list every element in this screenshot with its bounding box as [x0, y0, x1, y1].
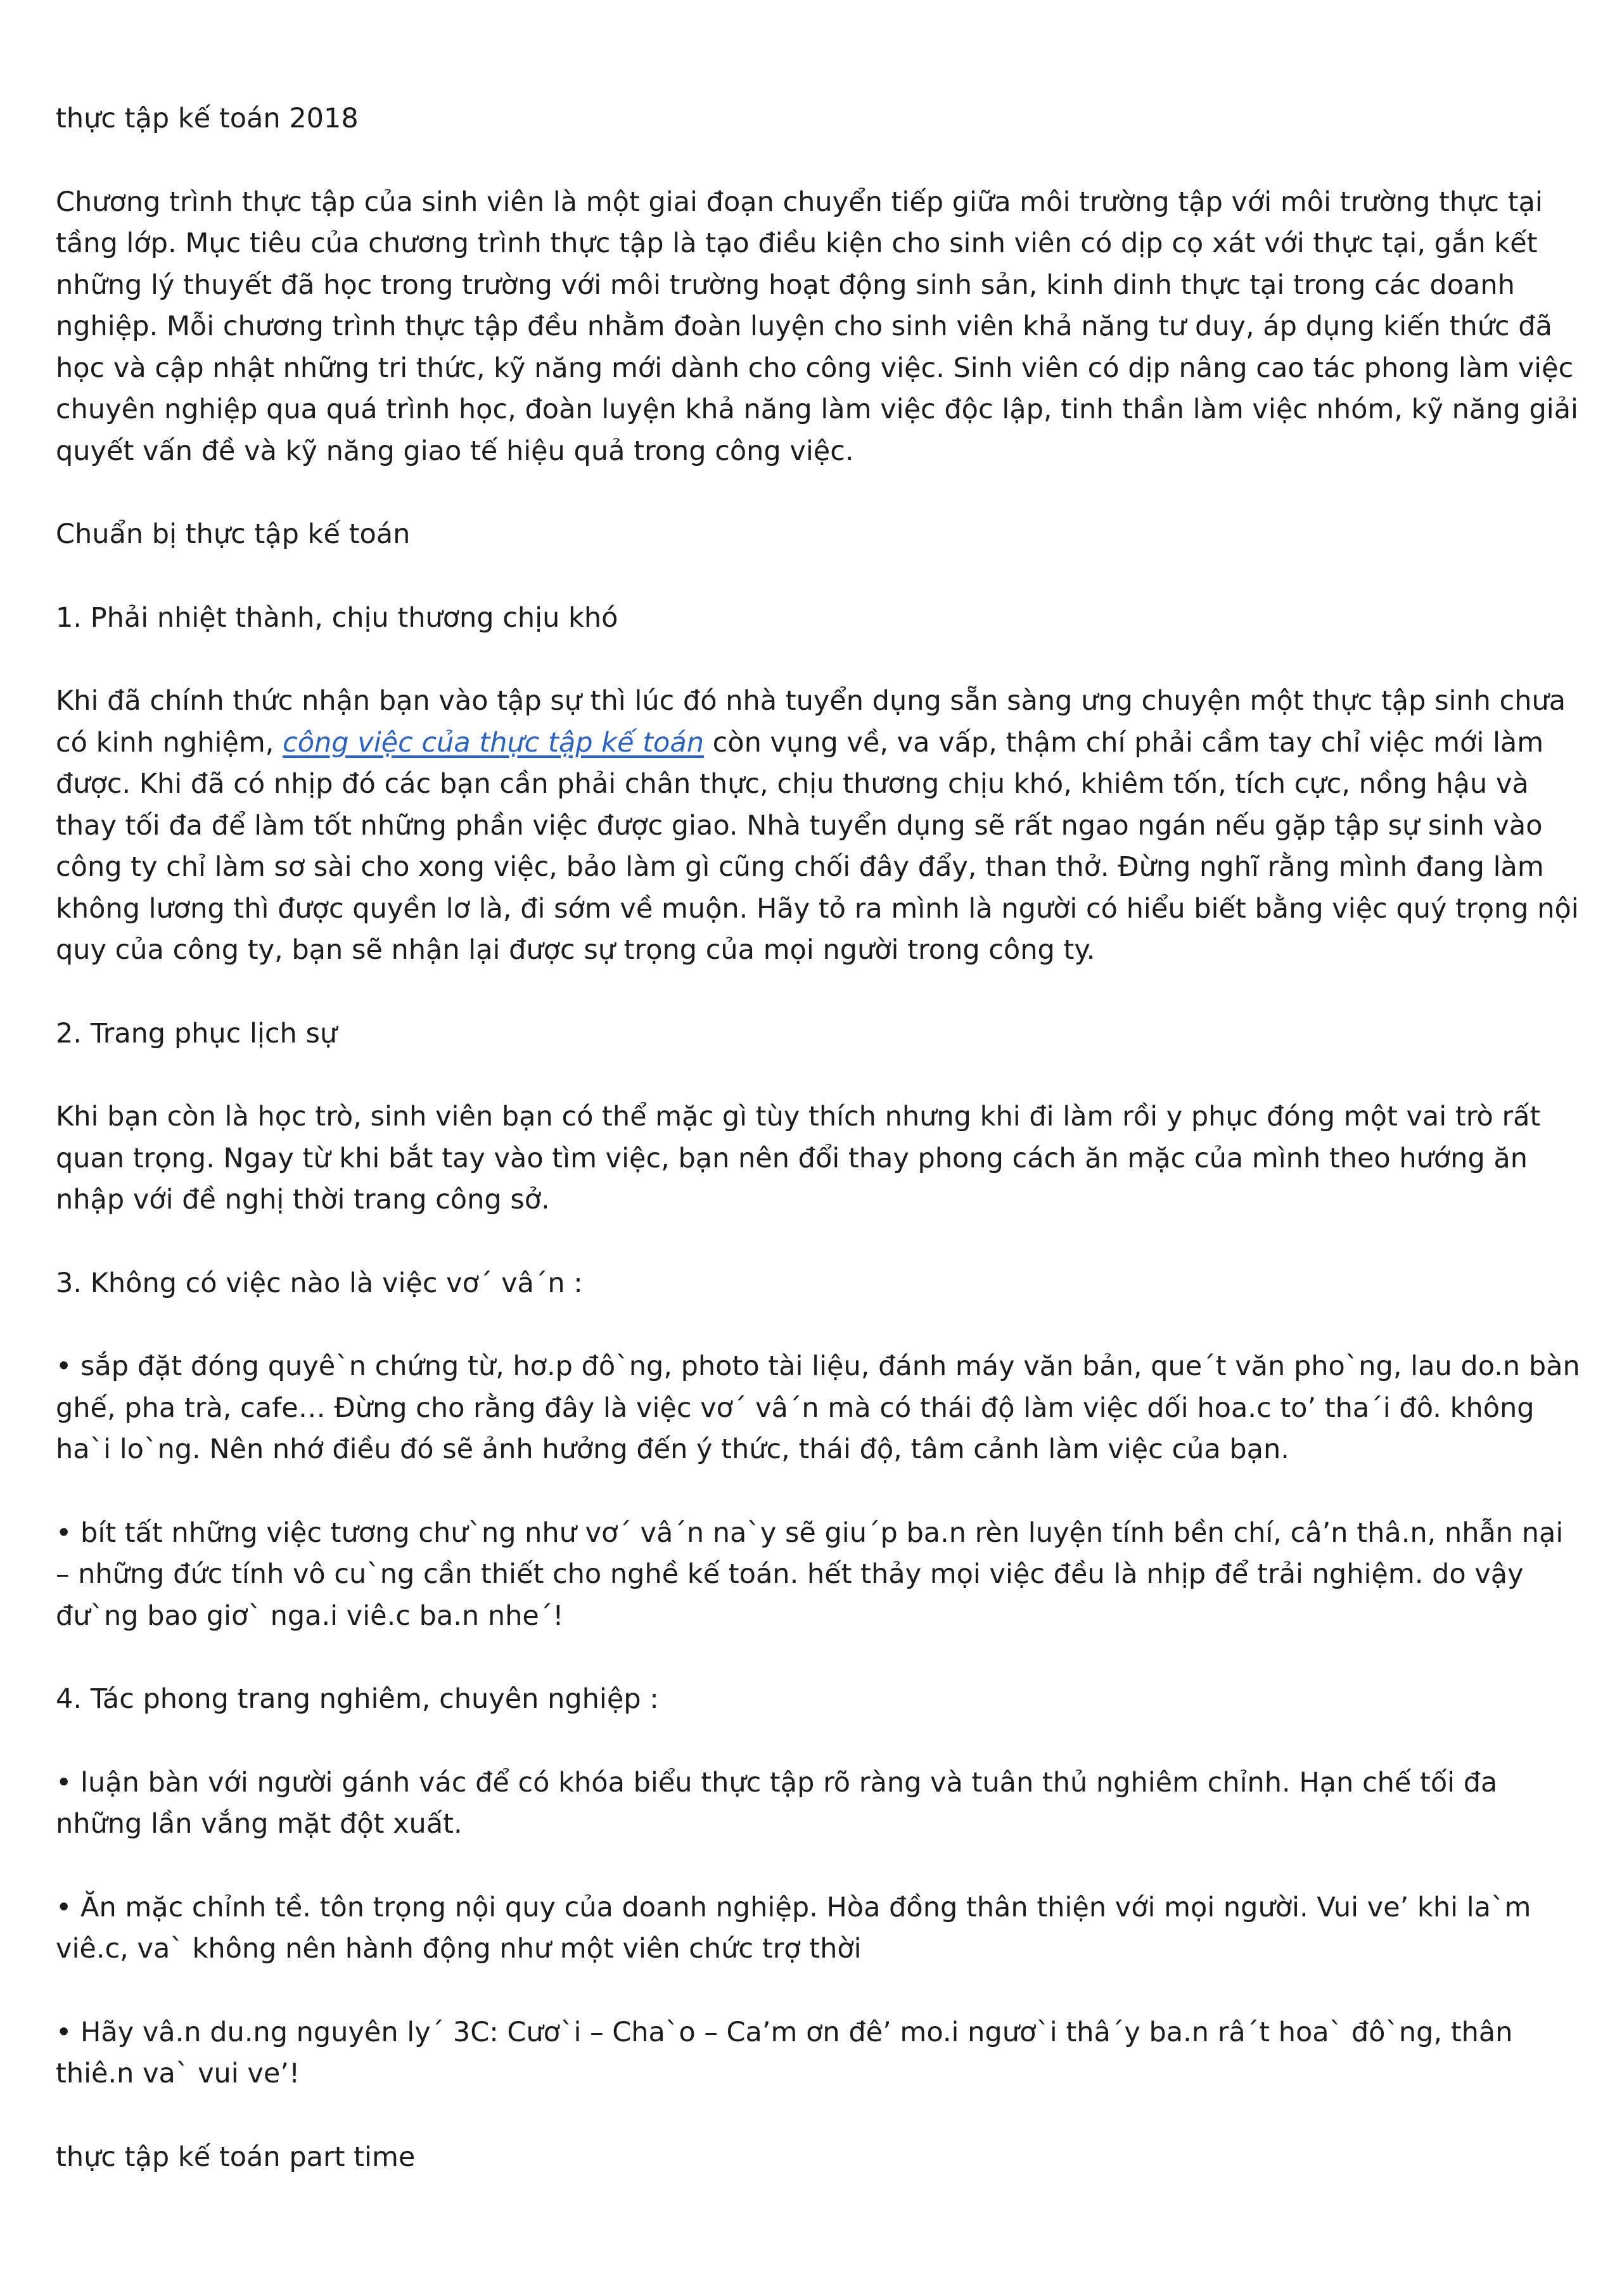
spacer [56, 972, 1583, 1013]
intro-paragraph: Chương trình thực tập của sinh viên là một giai đoạn chuyển tiếp giữa môi trường tập với môi trường thực tại tầng lớp. Mục tiêu của chương trình thực tập là tạo điều kiện cho sinh viên có dịp cọ xát với thực tại, gắn kết những lý thuyết đã học trong trường với môi trường hoạt động sinh sản, kinh dinh thực tại trong các doanh nghiệp. Mỗi chương trình thực tập đều nhằm đoàn luyện cho sinh viên khả năng tư duy, áp dụng kiến thức đã học và cập nhật những tri thức, kỹ năng mới dành cho công việc. Sinh viên có dịp nâng cao tác phong làm việc chuyên nghiệp qua quá trình học, đoàn luyện khả năng làm việc độc lập, tinh thần làm việc nhóm, kỹ năng giải quyết vấn đề và kỹ năng giao tế hiệu quả trong công việc. [56, 186, 1579, 467]
prep-heading: Chuẩn bị thực tập kế toán [56, 518, 411, 550]
spacer [56, 1221, 1583, 1263]
spacer [56, 472, 1583, 514]
section-3-heading: 3. Không có việc nào là việc vơ´ vâ´n : [56, 1267, 583, 1299]
accounting-intern-work-link[interactable]: công việc của thực tập kế toán [283, 726, 704, 759]
spacer [56, 556, 1583, 598]
footer-heading: thực tập kế toán part time [56, 2141, 416, 2173]
spacer [56, 140, 1583, 182]
spacer [56, 1845, 1583, 1887]
spacer [56, 2095, 1583, 2137]
section-4-heading: 4. Tác phong trang nghiêm, chuyên nghiệp : [56, 1683, 659, 1715]
section-1-paragraph [56, 681, 1583, 972]
section-1-text-after-link: còn vụng về, va vấp, thậm chí phải cầm tay chỉ việc mới làm được. Khi đã có nhịp đó các bạn cần phải chân thực, chịu thương chịu khó, khiêm tốn, tích cực, nồng hậu và thay tối đa để làm tốt những phần việc được giao. Nhà tuyển dụng sẽ rất ngao ngán nếu gặp tập sự sinh vào công ty chỉ làm sơ sài cho xong việc, bảo làm gì cũng chối đây đẩy, than thở. Đừng nghĩ rằng mình đang làm không lương thì được quyền lơ là, đi sớm về muộn. Hãy tỏ ra mình là người có hiểu biết bằng việc quý trọng nội quy của công ty, bạn sẽ nhận lại được sự trọng của mọi người trong công ty. [56, 726, 1579, 966]
section-3-bullet-2: • bít tất những việc tương chư`ng như vơ´ vâ´n na`y sẽ giu´p ba.n rèn luyện tính bền chí, câ’n thâ.n, nhẫn nại – những đức tính vô cu`ng cần thiết cho nghề kế toán. hết thảy mọi việc đều là nhịp để trải nghiệm. do vậy đư`ng bao giơ` nga.i viê.c ba.n nhe´! [56, 1517, 1564, 1632]
spacer [56, 1637, 1583, 1679]
section-4-bullet-2: • Ăn mặc chỉnh tề. tôn trọng nội quy của doanh nghiệp. Hòa đồng thân thiện với mọi người. Vui ve’ khi la`m viê.c, va` không nên hành động như một viên chức trợ thời [56, 1891, 1531, 1965]
spacer [56, 1055, 1583, 1096]
document-page [56, 98, 1583, 2178]
spacer [56, 1721, 1583, 1762]
spacer [56, 639, 1583, 681]
section-3-bullet-1: • sắp đặt đóng quyê`n chứng từ, hơ.p đô`ng, photo tài liệu, đánh máy văn bản, que´t văn pho`ng, lau do.n bàn ghế, pha trà, cafe… Đừng cho rằng đây là việc vơ´ vâ´n mà có thái độ làm việc dối hoa.c to’ tha´i đô. không ha`i lo`ng. Nên nhớ điều đó sẽ ảnh hưởng đến ý thức, thái độ, tâm cảnh làm việc của bạn. [56, 1350, 1580, 1465]
section-4-bullet-1: • luận bàn với người gánh vác để có khóa biểu thực tập rõ ràng và tuân thủ nghiêm chỉnh. Hạn chế tối đa những lần vắng mặt đột xuất. [56, 1766, 1498, 1840]
section-1-heading: 1. Phải nhiệt thành, chịu thương chịu khó [56, 601, 618, 634]
document-title: thực tập kế toán 2018 [56, 103, 359, 134]
spacer [56, 1471, 1583, 1513]
spacer [56, 1970, 1583, 2012]
section-2-paragraph: Khi bạn còn là học trò, sinh viên bạn có thể mặc gì tùy thích nhưng khi đi làm rồi y phục đóng một vai trò rất quan trọng. Ngay từ khi bắt tay vào tìm việc, bạn nên đổi thay phong cách ăn mặc của mình theo hướng ăn nhập với đề nghị thời trang công sở. [56, 1101, 1541, 1215]
section-1-text-before-link: Khi đã chính thức nhận bạn vào tập sự thì lúc đó nhà tuyển dụng sẵn sàng ưng chuyện một thực tập sinh chưa có kinh nghiệm, [56, 685, 1566, 759]
section-4-bullet-3: • Hãy vâ.n du.ng nguyên ly´ 3C: Cươ`i – Cha`o – Ca’m ơn đê’ mo.i ngươ`i thâ´y ba.n râ´t hoa` đô`ng, thân thiê.n va` vui ve’! [56, 2016, 1513, 2089]
section-2-heading: 2. Trang phục lịch sự [56, 1017, 338, 1049]
spacer [56, 1304, 1583, 1346]
